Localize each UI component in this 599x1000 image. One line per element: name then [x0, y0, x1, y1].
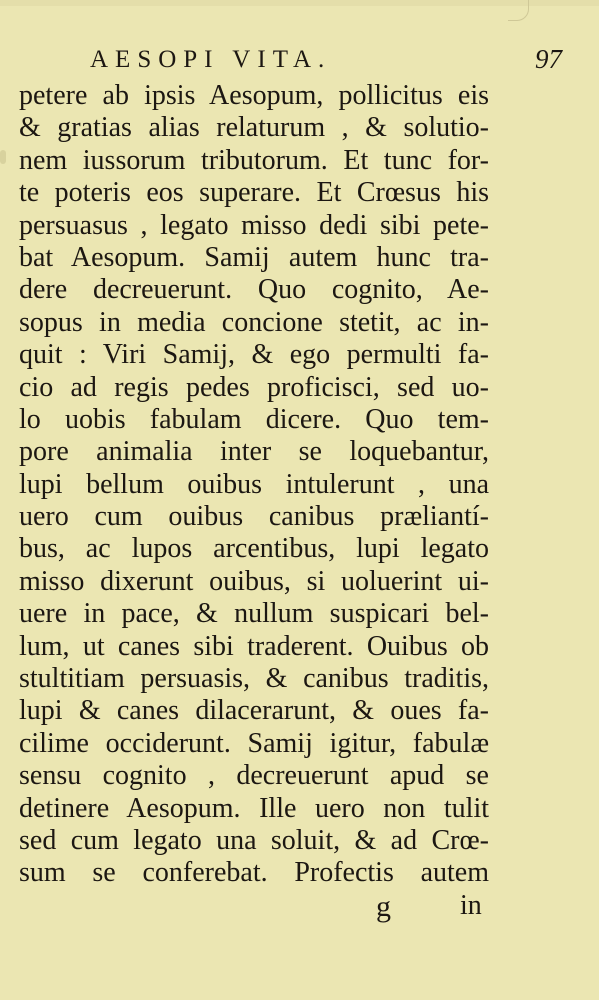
- page-header: [0, 46, 599, 80]
- text-line: sum se conferebat. Profectis autem: [19, 857, 489, 889]
- body-text: [19, 80, 489, 890]
- page-footer: [0, 890, 599, 930]
- text-line: uere in pace, & nullum suspicari bel-: [19, 598, 489, 630]
- text-line: persuasus , legato misso dedi sibi pete-: [19, 209, 489, 241]
- text-line: sensu cognito , decreuerunt apud se: [19, 760, 489, 792]
- text-line: lupi & canes dilacerarunt, & oues fa-: [19, 695, 489, 727]
- text-line: dere decreuerunt. Quo cognito, Ae-: [19, 274, 489, 306]
- text-line: stultitiam persuasis, & canibus traditis,: [19, 663, 489, 695]
- running-title: AESOPI VITA.: [90, 46, 332, 73]
- page-number: 97: [535, 44, 562, 74]
- text-line: sopus in media concione stetit, ac in-: [19, 306, 489, 338]
- text-line: sed cum legato una soluit, & ad Crœ-: [19, 824, 489, 856]
- text-line: & gratias alias relaturum , & solutio-: [19, 112, 489, 144]
- text-line: cilime occiderunt. Samij igitur, fabulæ: [19, 727, 489, 759]
- text-line: lo uobis fabulam dicere. Quo tem-: [19, 403, 489, 435]
- text-line: bat Aesopum. Samij autem hunc tra-: [19, 241, 489, 273]
- text-line: lum, ut canes sibi traderent. Ouibus ob: [19, 630, 489, 662]
- margin-blemish: [0, 150, 6, 164]
- text-line: nem iussorum tributorum. Et tunc for-: [19, 144, 489, 176]
- text-line: pore animalia inter se loquebantur,: [19, 436, 489, 468]
- text-line: lupi bellum ouibus intulerunt , una: [19, 468, 489, 500]
- page-corner-mark: [508, 0, 529, 21]
- text-line: cio ad regis pedes proficisci, sed uo-: [19, 371, 489, 403]
- text-line: petere ab ipsis Aesopum, pollicitus eis: [19, 80, 489, 111]
- text-line: te poteris eos superare. Et Crœsus his: [19, 177, 489, 209]
- text-line: quit : Viri Samij, & ego permulti fa-: [19, 339, 489, 371]
- text-line: detinere Aesopum. Ille uero non tulit: [19, 792, 489, 824]
- catchword: in: [460, 890, 482, 921]
- signature-mark: g: [376, 890, 391, 923]
- text-line: misso dixerunt ouibus, si uoluerint ui-: [19, 565, 489, 597]
- text-line: uero cum ouibus canibus præliantí-: [19, 501, 489, 533]
- text-line: bus, ac lupos arcentibus, lupi legato: [19, 533, 489, 565]
